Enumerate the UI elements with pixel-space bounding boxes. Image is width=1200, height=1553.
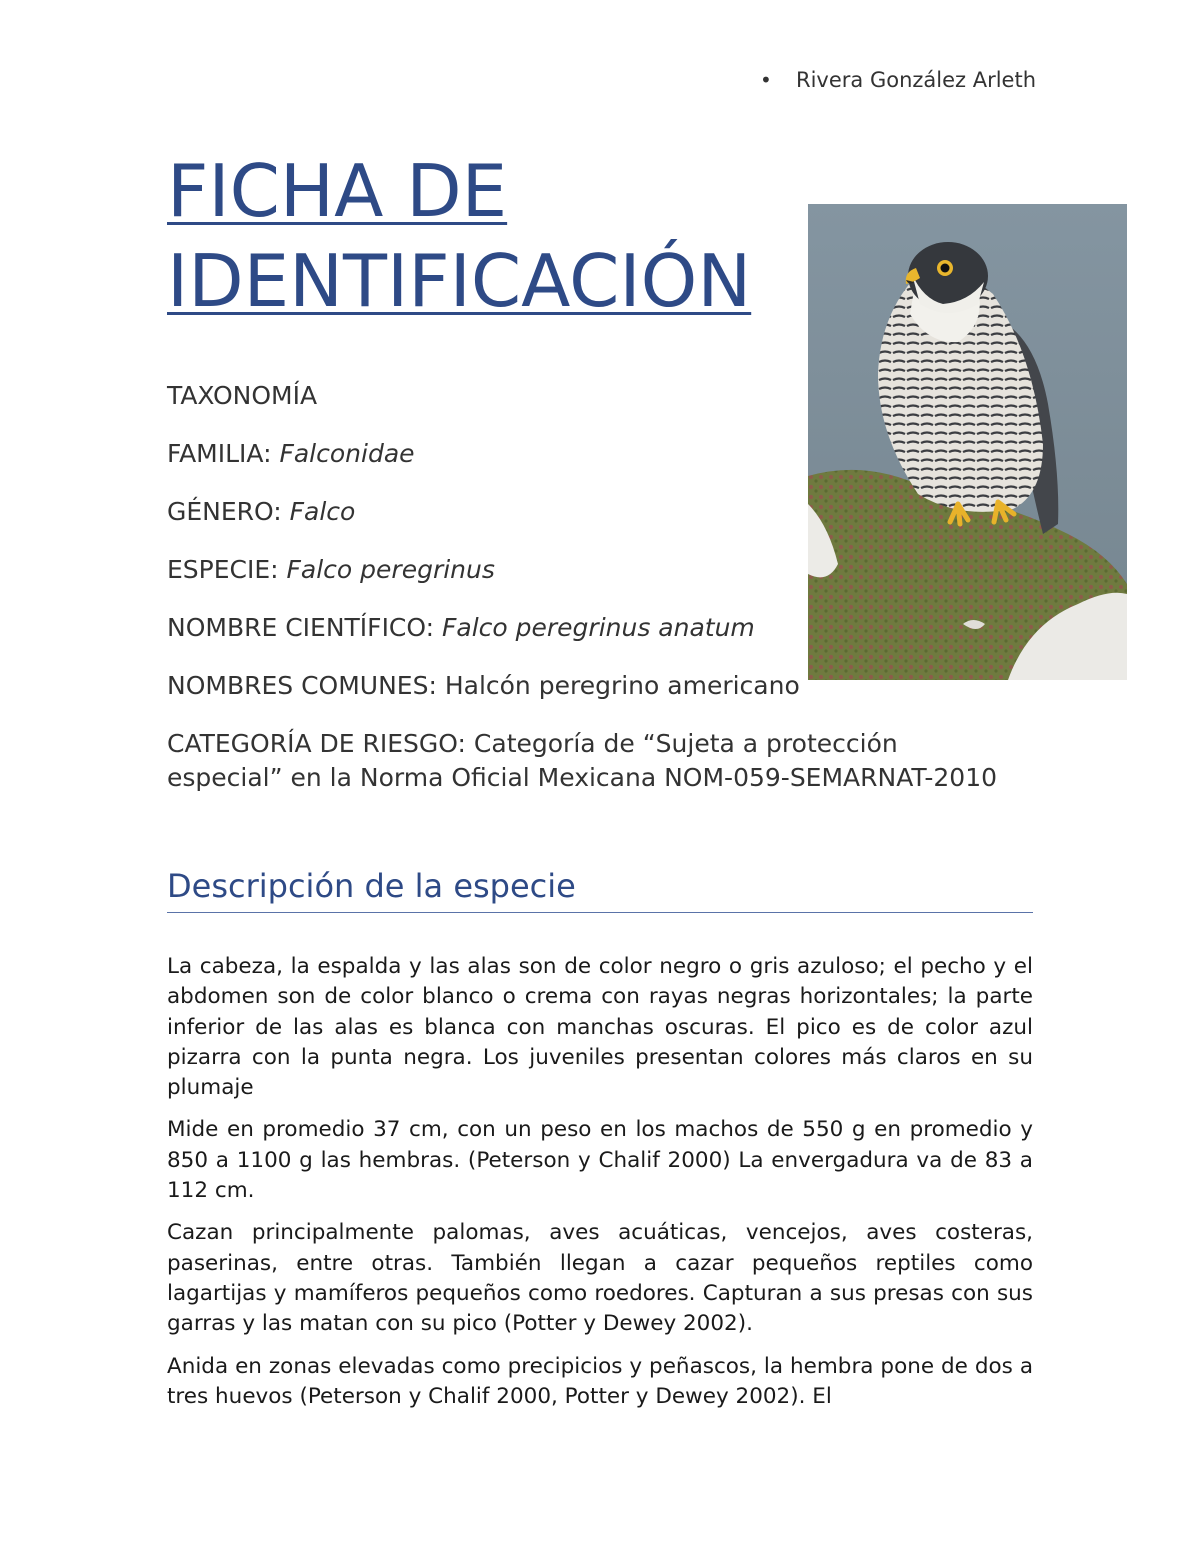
especie-value: Falco peregrinus: [286, 555, 495, 584]
taxonomy-heading: TAXONOMÍA: [167, 381, 318, 410]
genero-label: GÉNERO:: [167, 497, 290, 526]
section-title: Descripción de la especie: [167, 864, 1033, 913]
comunes-label: NOMBRES COMUNES:: [167, 671, 445, 700]
paragraph-1: La cabeza, la espalda y las alas son de color negro o gris azuloso; el pecho y el abdomen son de color blanco o crema con rayas negras horizontales; la parte inferior de las alas es blanca con manchas oscuras. El pico es de color azul pizarra con la punta negra. Los juveniles presentan colores más claros en su plumaje: [167, 954, 1033, 1101]
riesgo-value: Categoría de “Sujeta a protección especial” en la Norma Oficial Mexicana NOM-059-SEMARNAT-2010: [167, 729, 998, 792]
especie-label: ESPECIE:: [167, 555, 287, 584]
description-body: [167, 952, 1033, 1424]
genero-value: Falco: [289, 497, 356, 526]
familia-label: FAMILIA:: [167, 439, 280, 468]
paragraph-3: Cazan principalmente palomas, aves acuáticas, vencejos, aves costeras, paserinas, entre otras. También llegan a cazar pequeños reptiles como lagartijas y mamíferos pequeños como roedores. Capturan a sus presas con sus garras y las matan con su pico (Potter y Dewey 2002).: [167, 1220, 1033, 1337]
cientifico-value: Falco peregrinus anatum: [442, 613, 755, 642]
risk-category: [167, 727, 1017, 795]
riesgo-label: CATEGORÍA DE RIESGO:: [167, 729, 474, 758]
paragraph-2: Mide en promedio 37 cm, con un peso en los machos de 550 g en promedio y 850 a 1100 g las hembras. (Peterson y Chalif 2000) La envergadura va de 83 a 112 cm.: [167, 1117, 1033, 1204]
falcon-photo: [808, 204, 1127, 680]
cientifico-label: NOMBRE CIENTÍFICO:: [167, 613, 442, 642]
comunes-value: Halcón peregrino americano: [444, 671, 800, 700]
document-title: [167, 146, 751, 326]
title-line-2: IDENTIFICACIÓN: [167, 239, 752, 323]
familia-value: Falconidae: [279, 439, 415, 468]
bullet-icon: •: [760, 68, 772, 92]
paragraph-4: Anida en zonas elevadas como precipicios y peñascos, la hembra pone de dos a tres huevos (Peterson y Chalif 2000, Potter y Dewey 2002). El: [167, 1353, 1033, 1409]
author-name: Rivera González Arleth: [796, 68, 1037, 92]
author-line: [760, 68, 1036, 92]
falcon-photo-icon: [808, 204, 1127, 680]
title-line-1: FICHA DE: [167, 149, 508, 233]
